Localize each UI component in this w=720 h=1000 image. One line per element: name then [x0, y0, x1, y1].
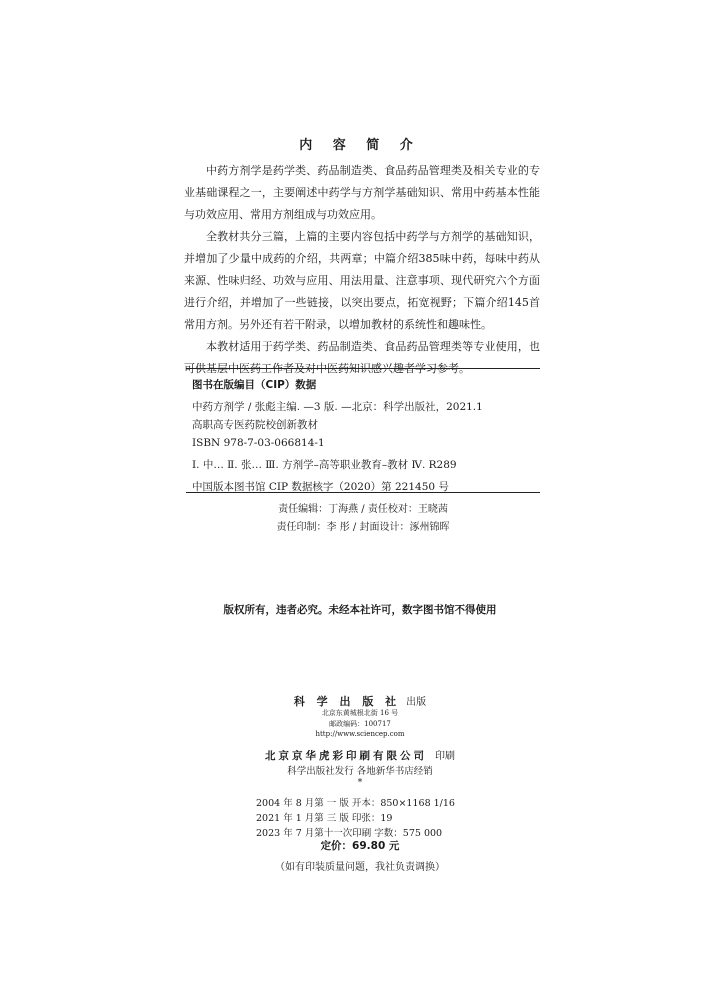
publisher-url: http://www.sciencep.com: [315, 730, 405, 738]
cip-bottom-divider: [186, 492, 540, 493]
distribution-line: 科学出版社发行 各地新华书店经销: [287, 766, 433, 777]
publisher-postcode: 邮政编码：100717: [329, 720, 391, 728]
cip-line-title: 中药方剂学 / 张彪主编. —3 版. —北京：科学出版社，2021.1: [192, 401, 483, 413]
cip-line-series: 高职高专医药院校创新教材: [192, 419, 318, 431]
publisher-line: [0, 690, 720, 709]
publisher-address: 北京东黄城根北街 16 号: [321, 709, 399, 717]
cip-block: [192, 376, 540, 496]
quality-note: （如有印装质量问题，我社负责调换）: [275, 862, 445, 873]
cip-line-isbn: ISBN 978-7-03-066814-1: [192, 437, 325, 449]
summary-paragraph-3: 本教材适用于药学类、药品制造类、食品药品管理类等专业使用，也可供基层中医药工作者及对中医药知识感兴趣者学习参考。: [184, 340, 540, 375]
cip-line-record-number: 中国版本图书馆 CIP 数据核字（2020）第 221450 号: [192, 481, 449, 493]
cip-top-divider: [186, 368, 540, 369]
cip-heading: 图书在版编目（CIP）数据: [192, 379, 317, 391]
summary-paragraph-1: 中药方剂学是药学类、药品制造类、食品药品管理类及相关专业的专业基础课程之一，主要阐述中药学与方剂学基础知识、常用中药基本性能与功效应用、常用方剂组成与功效应用。: [184, 164, 540, 221]
publisher-suffix: 出版: [406, 697, 427, 708]
printer-name: 北京京华虎彩印刷有限公司: [265, 750, 427, 762]
edition-line-2: 2021 年 1 月第 三 版 印张：19: [256, 813, 393, 824]
content-summary: [184, 160, 540, 380]
separator-star: *: [357, 778, 363, 788]
price-line: 定价：69.80 元: [320, 840, 400, 852]
printer-suffix: 印刷: [435, 751, 455, 762]
publisher-name: 科 学 出 版 社: [293, 695, 401, 708]
cip-line-classification: Ⅰ. 中… Ⅱ. 张… Ⅲ. 方剂学–高等职业教育–教材 Ⅳ. R289: [192, 459, 457, 471]
credits-line-2: 责任印制：李 彤 / 封面设计：涿州锦晖: [276, 522, 450, 533]
credits-line-1: 责任编辑：丁海燕 / 责任校对：王晓茜: [278, 504, 448, 515]
edition-line-1: 2004 年 8 月第 一 版 开本：850×1168 1/16: [256, 798, 455, 809]
summary-paragraph-2: 全教材共分三篇，上篇的主要内容包括中药学与方剂学的基础知识，并增加了少量中成药的介绍，共两章；中篇介绍385味中药，每味中药从来源、性味归经、功效与应用、用法用量、注意事项、现代研究六个方面进行介绍，并增加了一些链接，以突出要点，拓宽视野；下篇介绍145首常用方剂。另外还有若干附录，以增加教材的系统性和趣味性。: [184, 230, 540, 331]
printer-line: [0, 744, 720, 763]
edition-line-3: 2023 年 7 月第十一次印刷 字数：575 000: [256, 828, 443, 839]
page-title: 内 容 简 介: [299, 138, 421, 153]
rights-notice: 版权所有，违者必究。未经本社许可，数字图书馆不得使用: [223, 604, 497, 616]
